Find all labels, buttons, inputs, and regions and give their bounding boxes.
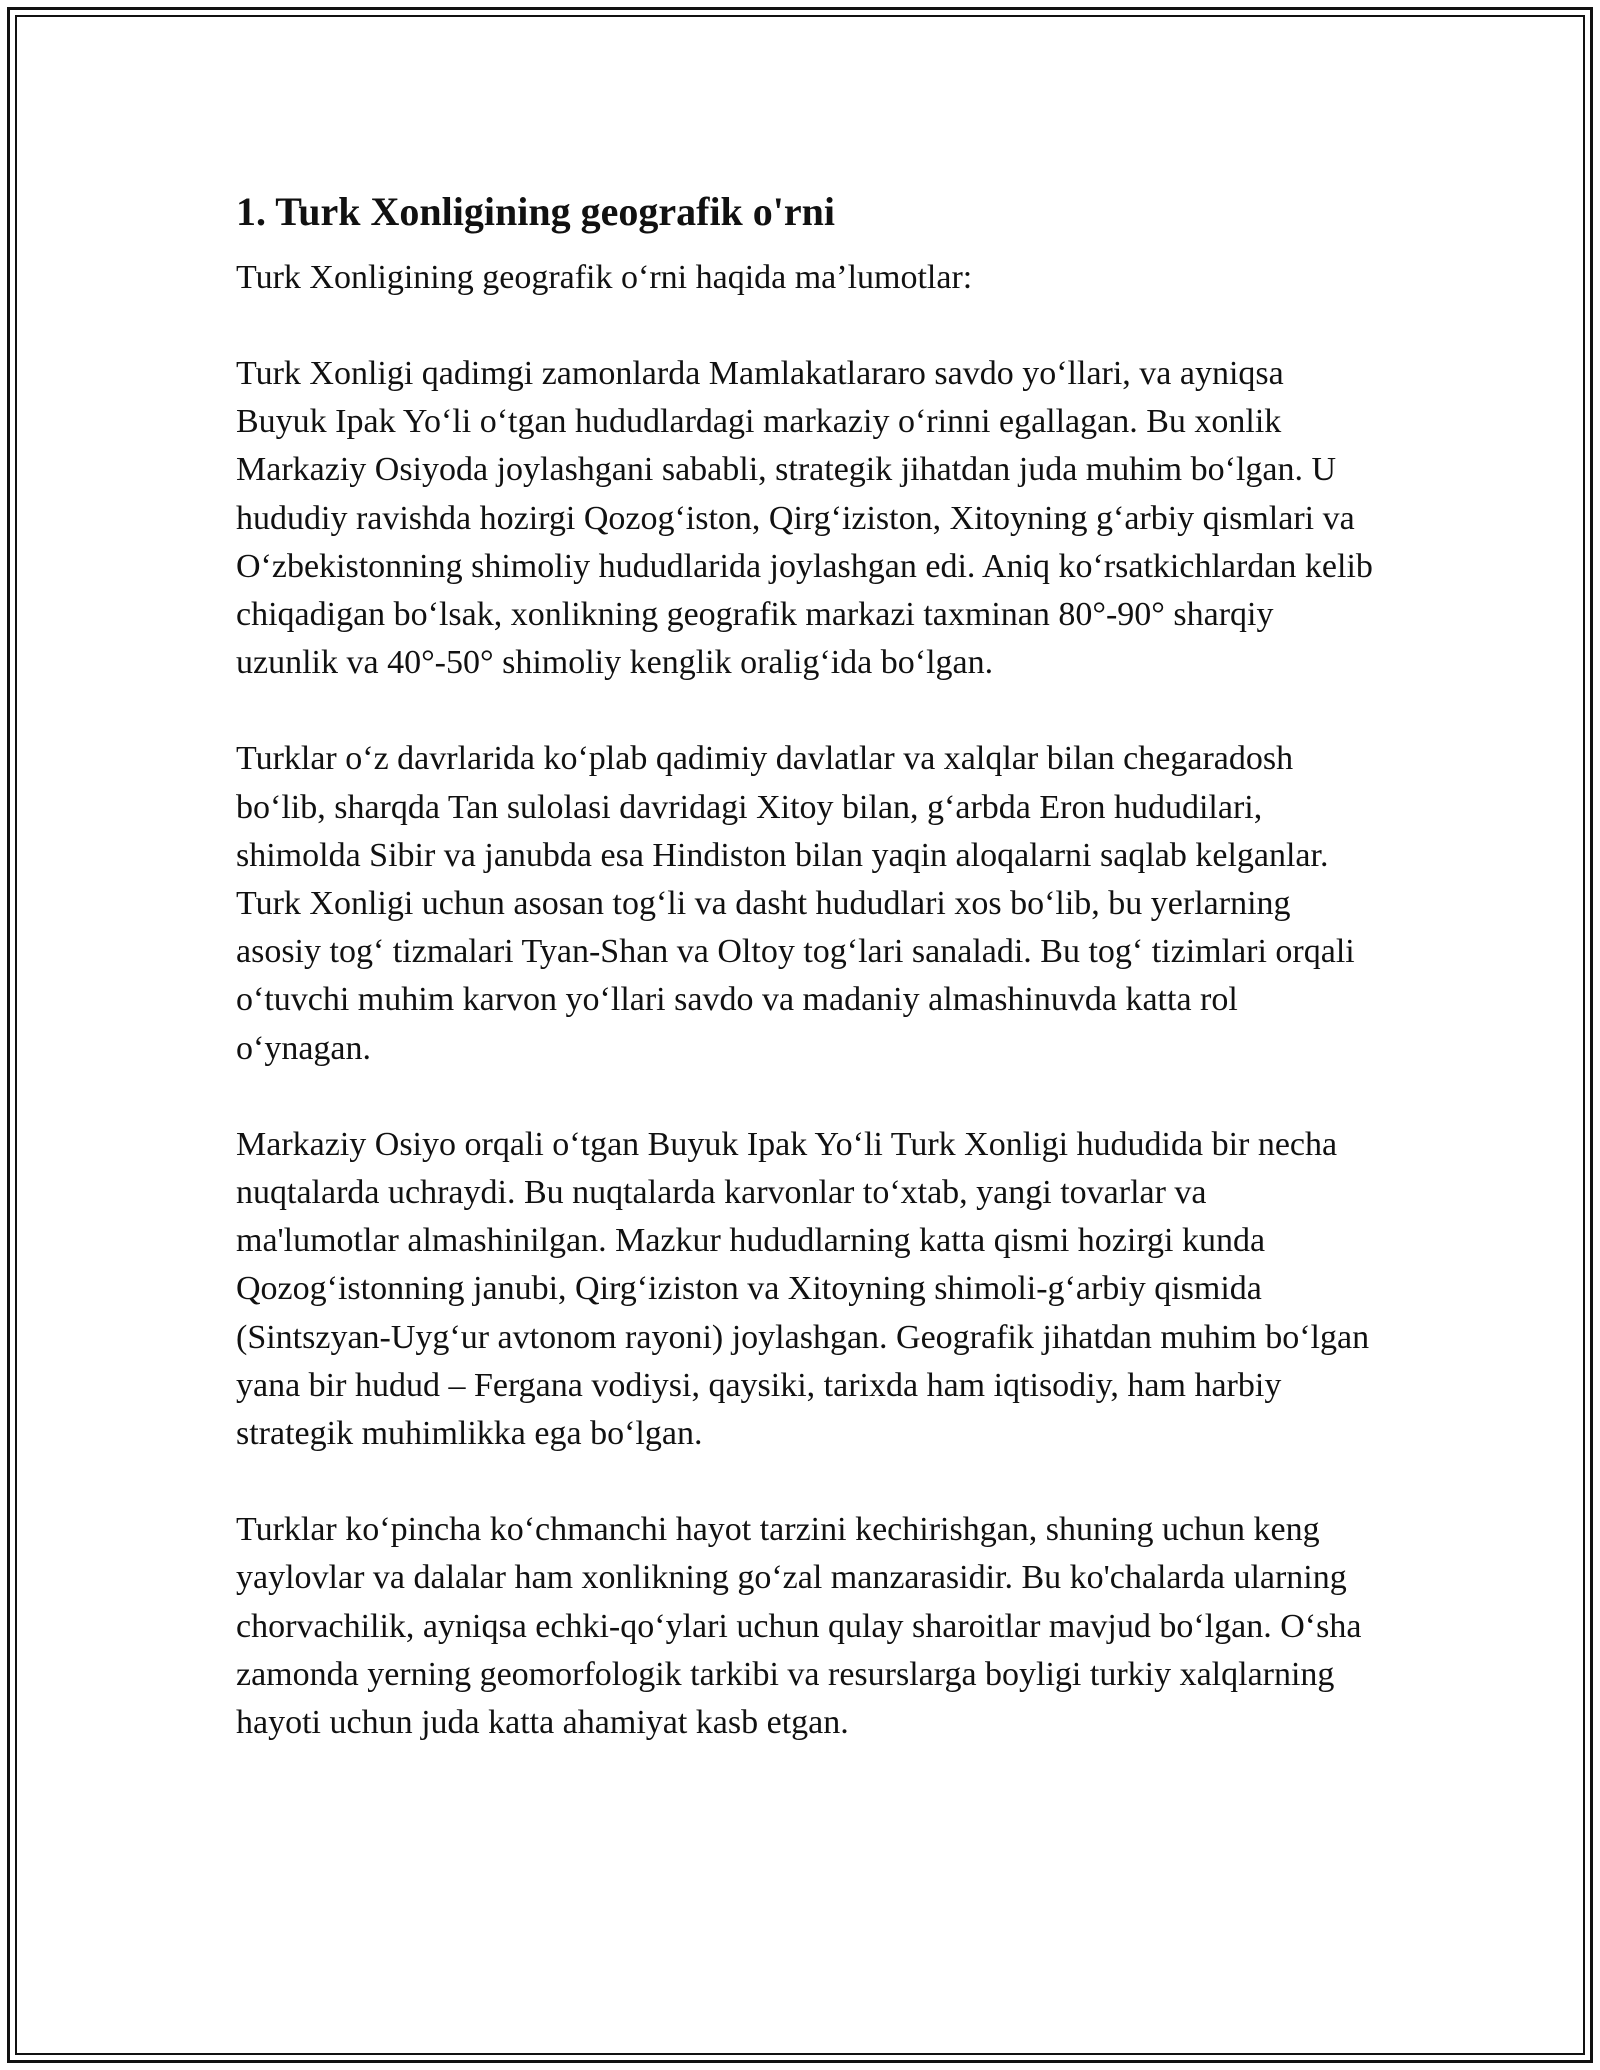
paragraph-3: Markaziy Osiyo orqali o‘tgan Buyuk Ipak Yo‘li Turk Xonligi hududida bir necha nuqtalarda uchraydi. Bu nuqtalarda karvonlar to‘xtab, yangi tovarlar va ma'lumotlar almashinilgan. Mazkur hududlarning katta qismi hozirgi kunda Qozog‘istonning janubi, Qirg‘iziston va Xitoyning shimoli-g‘arbiy qismida (Sintszyan-Uyg‘ur avtonom rayoni) joylashgan. Geografik jihatdan muhim bo‘lgan yana bir hudud – Fergana vodiysi, qaysiki, tarixda ham iqtisodiy, ham harbiy strategik muhimlikka ega bo‘lgan. <box>236 1125 1370 1453</box>
paragraph-4: Turklar ko‘pincha ko‘chmanchi hayot tarzini kechirishgan, shuning uchun keng yaylovlar va dalalar ham xonlikning go‘zal manzarasidir. Bu ko'chalarda ularning chorvachilik, ayniqsa echki-qo‘ylari uchun qulay sharoitlar mavjud bo‘lgan. O‘sha zamonda yerning geomorfologik tarkibi va resurslarga boyligi turkiy xalqlarning hayoti uchun juda katta ahamiyat kasb etgan. <box>236 1511 1362 1742</box>
paragraph-2: Turklar o‘z davrlarida ko‘plab qadimiy davlatlar va xalqlar bilan chegaradosh bo‘lib, sharqda Tan sulolasi davridagi Xitoy bilan, g‘arbda Eron hududilari, shimolda Sibir va janubda esa Hindiston bilan yaqin aloqalarni saqlab kelganlar. Turk Xonligi uchun asosan tog‘li va dasht hududlari xos bo‘lib, bu yerlarning asosiy tog‘ tizmalari Tyan-Shan va Oltoy tog‘lari sanaladi. Bu tog‘ tizimlari orqali o‘tuvchi muhim karvon yo‘llari savdo va madaniy almashinuvda katta rol o‘ynagan. <box>236 740 1355 1067</box>
document-body <box>236 188 1374 1747</box>
paragraph-1: Turk Xonligi qadimgi zamonlarda Mamlakatlararo savdo yo‘llari, va ayniqsa Buyuk Ipak Yo‘li o‘tgan hududlardagi markaziy o‘rinni egallagan. Bu xonlik Markaziy Osiyoda joylashgani sababli, strategik jihatdan juda muhim bo‘lgan. U hududiy ravishda hozirgi Qozog‘iston, Qirg‘iziston, Xitoyning g‘arbiy qismlari va O‘zbekistonning shimoliy hududlarida joylashgan edi. Aniq ko‘rsatkichlardan kelib chiqadigan bo‘lsak, xonlikning geografik markazi taxminan 80°-90° sharqiy uzunlik va 40°-50° shimoliy kenglik oralig‘ida bo‘lgan. <box>236 355 1373 682</box>
intro-line: Turk Xonligining geografik o‘rni haqida ma’lumotlar: <box>236 259 973 296</box>
section-heading: 1. Turk Xonligining geografik o'rni <box>236 189 836 234</box>
